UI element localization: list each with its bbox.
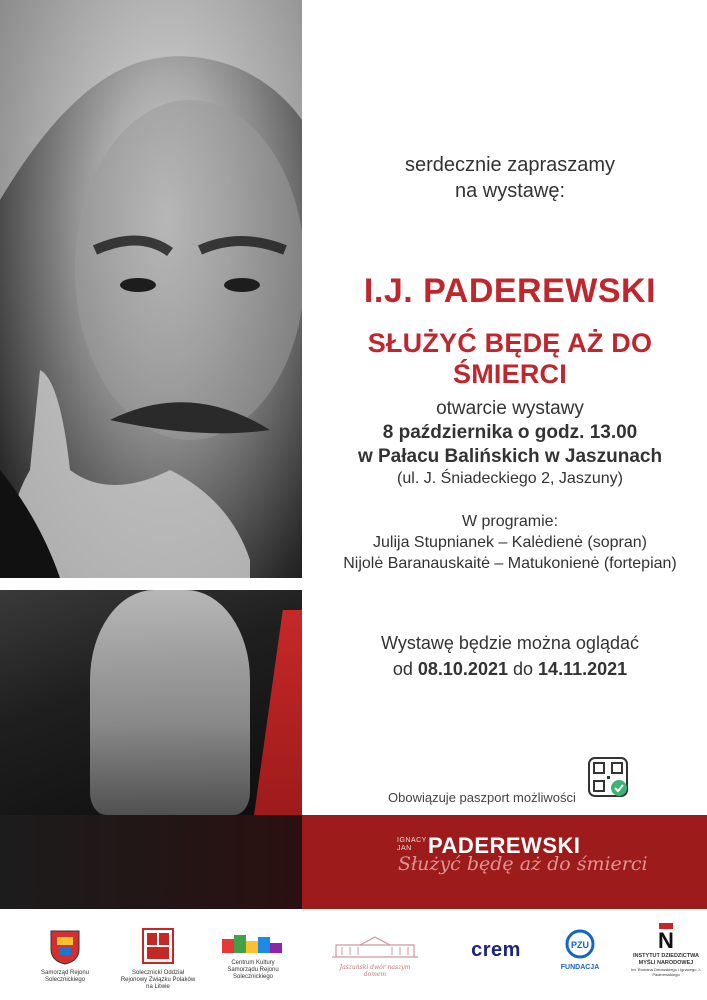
viewing-dates-range bbox=[320, 659, 700, 680]
portrait-hand bbox=[90, 590, 250, 815]
banner-name: PADEREWSKI bbox=[428, 833, 581, 858]
instytut-mark: N bbox=[658, 928, 674, 953]
instytut-caption: INSTYTUT DZIEDZICTWA MYŚLI NARODOWEJ bbox=[633, 953, 699, 966]
program-performer-1: Julija Stupnianek – Kalėdienė (sopran) bbox=[373, 534, 647, 551]
coat-of-arms-icon bbox=[49, 929, 81, 965]
banner-small-text: IGNACY JAN bbox=[397, 837, 427, 852]
portrait-photo-upper bbox=[0, 0, 302, 578]
viewing-start-date: 08.10.2021 bbox=[417, 659, 508, 679]
program-performer-2: Nijolė Baranauskaitė – Matukonienė (fortepian) bbox=[343, 555, 677, 572]
program-label: W programie: bbox=[461, 513, 559, 530]
instytut-n-icon bbox=[655, 923, 677, 953]
exhibition-title: I.J. PADEREWSKI bbox=[363, 272, 657, 310]
centrum-kultury-graphic bbox=[222, 933, 284, 955]
sponsor-logos-bar bbox=[0, 909, 707, 1000]
zpl-crest-icon bbox=[141, 927, 175, 965]
logo-zpl bbox=[118, 927, 198, 991]
logo-instytut bbox=[630, 923, 702, 977]
invite-line-2: na wystawę: bbox=[454, 180, 566, 202]
viewing-dates-label: Wystawę będzie można oglądać bbox=[381, 633, 639, 653]
logo-pzu-fundacja bbox=[558, 929, 602, 971]
viewing-do: do bbox=[513, 659, 534, 679]
logo-crem bbox=[458, 939, 534, 962]
bottom-banner bbox=[0, 815, 707, 909]
crem-wordmark: crem bbox=[471, 939, 521, 961]
instytut-small-caption: im. Romana Dmowskiego i Ignacego J. Paderewskiego bbox=[631, 967, 701, 977]
logo-centrum-caption: Centrum Kultury Samorządu Rejonu Solecznickiego bbox=[227, 960, 279, 980]
exhibition-subtitle: SŁUŻYĆ BĘDĘ AŻ DO ŚMIERCI bbox=[367, 328, 653, 389]
banner-script-motto: Służyć będę aż do śmierci bbox=[398, 853, 648, 875]
opening-place: w Pałacu Balińskich w Jaszunach bbox=[357, 446, 663, 467]
banner-dark-panel bbox=[0, 815, 302, 909]
pzu-caption: FUNDACJA bbox=[560, 964, 600, 971]
logo-centrum-kultury bbox=[220, 933, 286, 981]
logo-palac bbox=[328, 933, 422, 978]
viewing-od: od bbox=[392, 659, 413, 679]
logo-zpl-caption: Solecznicki Oddział Rejonowy Związku Polaków na Litwie bbox=[120, 970, 196, 990]
viewing-end-date: 14.11.2021 bbox=[538, 659, 628, 679]
pzu-mark-text: PZU bbox=[571, 940, 589, 950]
pzu-circle-icon bbox=[565, 929, 595, 959]
portrait-photo-lower bbox=[0, 590, 302, 815]
invite-line-1: serdecznie zapraszamy bbox=[404, 154, 616, 176]
red-accent-stripe bbox=[254, 610, 302, 815]
opening-label: otwarcie wystawy bbox=[436, 398, 584, 419]
qr-code-icon bbox=[588, 757, 628, 797]
opening-address: (ul. J. Śniadeckiego 2, Jaszuny) bbox=[397, 470, 623, 487]
opening-date: 8 października o godz. 13.00 bbox=[382, 422, 638, 443]
palace-drawing-icon bbox=[330, 933, 420, 959]
logo-palac-motto: Jaszuński dwór naszym domem bbox=[339, 964, 411, 978]
logo-samorzad bbox=[30, 929, 100, 984]
logo-samorzad-caption: Samorząd Rejonu Solecznickiego bbox=[40, 970, 90, 983]
passport-note: Obowiązuje paszport możliwości bbox=[388, 790, 576, 805]
